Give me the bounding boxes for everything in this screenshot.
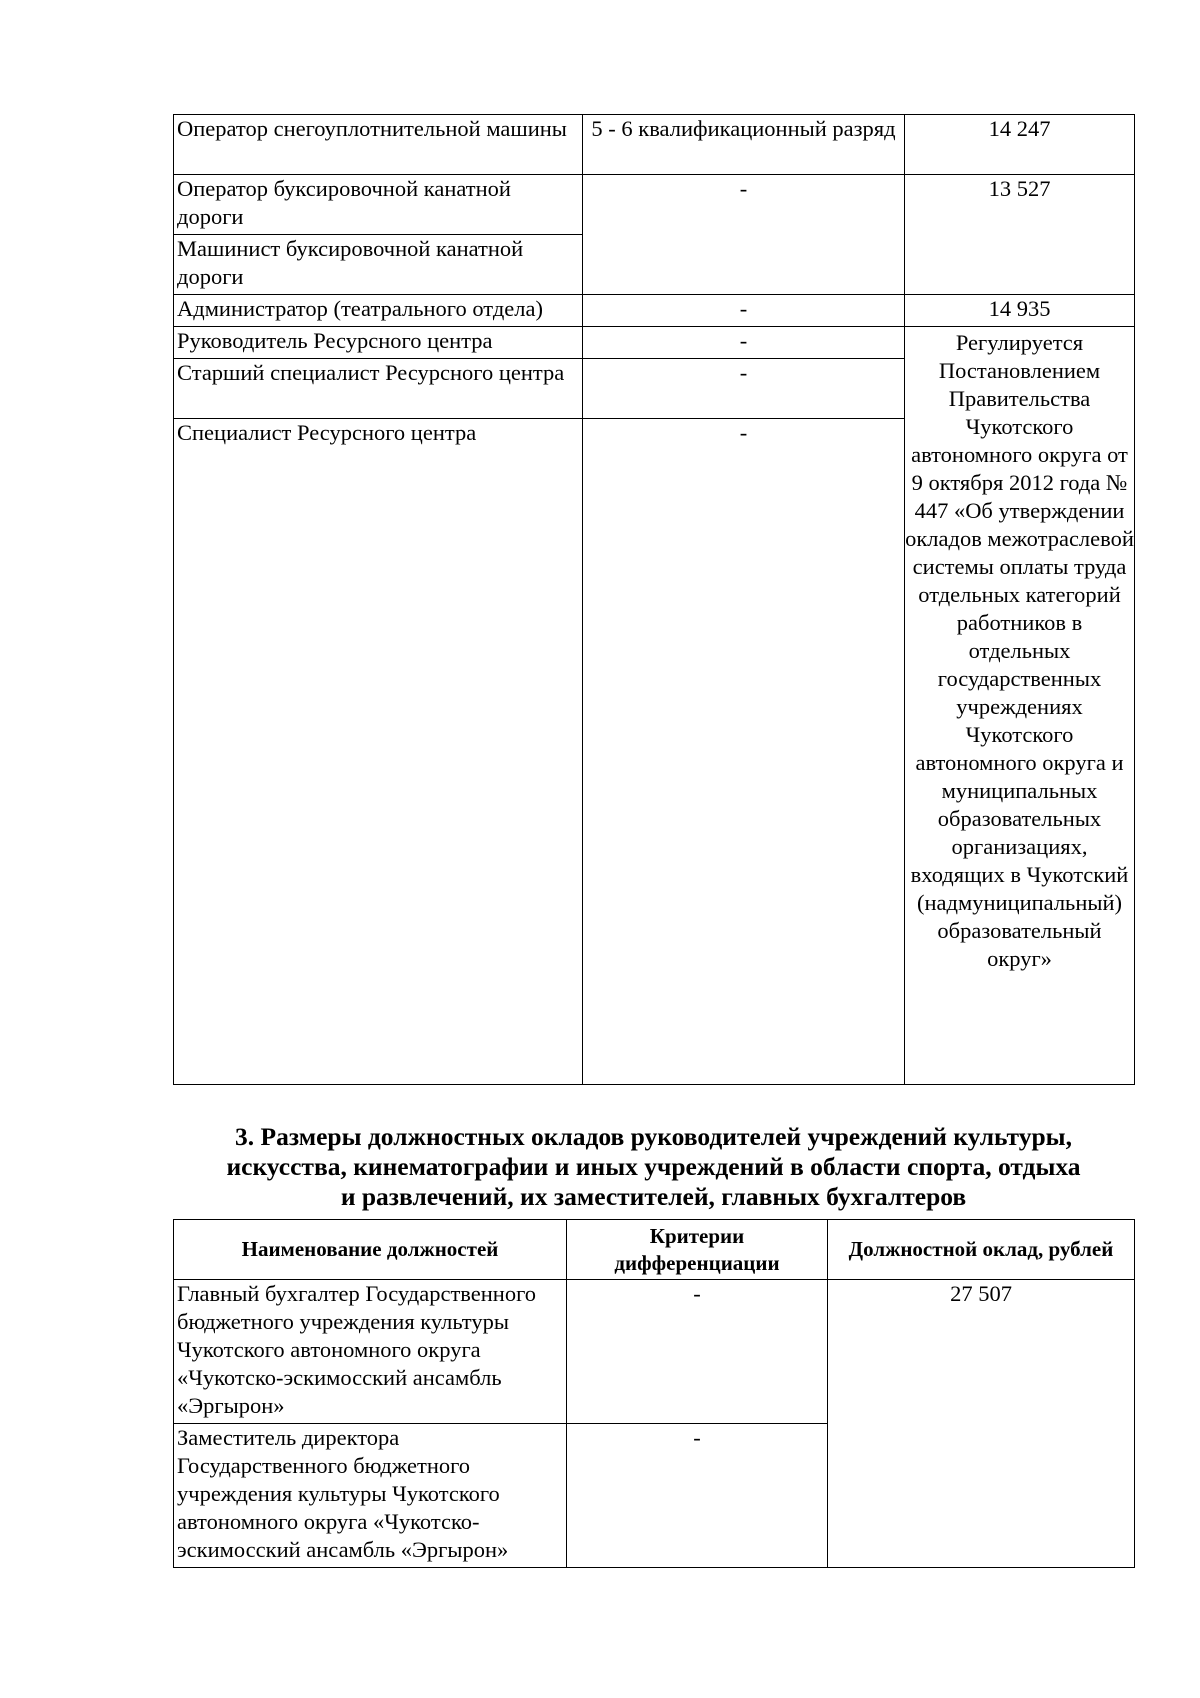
salary-cell: 13 527 bbox=[905, 175, 1135, 295]
position-cell: Оператор снегоуплотнительной машины bbox=[174, 115, 583, 175]
position-cell: Главный бухгалтер Государственного бюджетного учреждения культуры Чукотского автономного округа «Чукотско-эскимосский ансамбль «Эргырон» bbox=[174, 1280, 567, 1424]
table-row bbox=[174, 327, 1135, 359]
heading-line: 3. Размеры должностных окладов руководителей учреждений культуры, bbox=[235, 1122, 1072, 1151]
position-cell: Машинист буксировочной канатной дороги bbox=[174, 235, 583, 295]
salary-cell: 27 507 bbox=[828, 1280, 1135, 1568]
criteria-cell: 5 - 6 квалификационный разряд bbox=[583, 115, 905, 175]
position-cell: Заместитель директора Государственного бюджетного учреждения культуры Чукотского автономного округа «Чукотско-эскимосский ансамбль «Эргырон» bbox=[174, 1424, 567, 1568]
heading-line: и развлечений, их заместителей, главных бухгалтеров bbox=[340, 1182, 967, 1211]
position-cell: Администратор (театрального отдела) bbox=[174, 295, 583, 327]
salary-cell: 14 247 bbox=[905, 115, 1135, 175]
criteria-cell: - bbox=[567, 1280, 828, 1424]
criteria-cell: - bbox=[583, 295, 905, 327]
regulation-note-cell: Регулируется Постановлением Правительства Чукотского автономного округа от 9 октября 2012 года № 447 «Об утверждении окладов межотраслевой системы оплаты труда отдельных категорий работников в отдельных государственных учреждениях Чукотского автономного округа и муниципальных образовательных организациях, входящих в Чукотский (надмуниципальный) образовательный округ» bbox=[905, 327, 1135, 1085]
salary-cell: 14 935 bbox=[905, 295, 1135, 327]
column-header: Критерии дифференциации bbox=[567, 1220, 828, 1280]
position-cell: Специалист Ресурсного центра bbox=[174, 419, 583, 1085]
criteria-cell: - bbox=[583, 175, 905, 295]
table-row bbox=[174, 1280, 1135, 1424]
managers-salary-table bbox=[173, 1219, 1135, 1568]
column-header: Должностной оклад, рублей bbox=[828, 1220, 1135, 1280]
position-cell: Старший специалист Ресурсного центра bbox=[174, 359, 583, 419]
criteria-cell: - bbox=[567, 1424, 828, 1568]
column-header: Наименование должностей bbox=[174, 1220, 567, 1280]
table-row bbox=[174, 175, 1135, 235]
table-header-row bbox=[174, 1220, 1135, 1280]
section-heading bbox=[173, 1122, 1134, 1212]
heading-line: искусства, кинематографии и иных учреждений в области спорта, отдыха bbox=[226, 1152, 1081, 1181]
table-row bbox=[174, 115, 1135, 175]
position-cell: Руководитель Ресурсного центра bbox=[174, 327, 583, 359]
table-row bbox=[174, 295, 1135, 327]
position-cell: Оператор буксировочной канатной дороги bbox=[174, 175, 583, 235]
criteria-cell: - bbox=[583, 327, 905, 359]
criteria-cell: - bbox=[583, 359, 905, 419]
criteria-cell: - bbox=[583, 419, 905, 1085]
salary-table-continued bbox=[173, 114, 1135, 1085]
